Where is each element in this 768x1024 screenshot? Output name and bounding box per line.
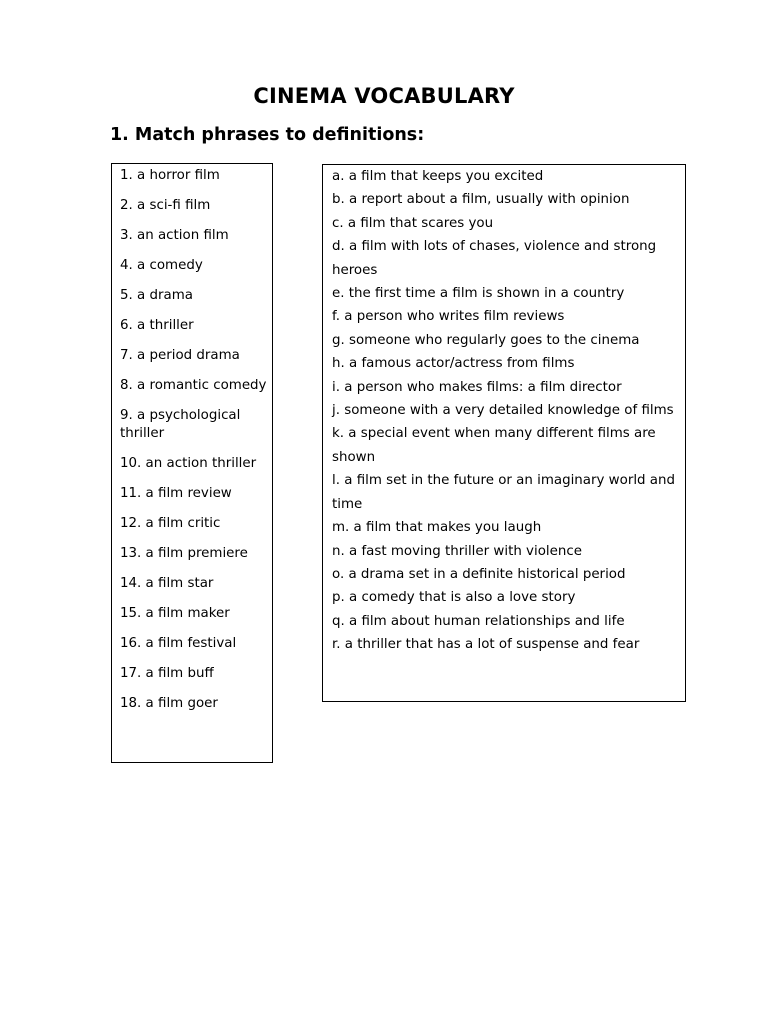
phrases-list <box>120 167 268 713</box>
phrase-item: 12. a film critic <box>120 516 221 531</box>
phrase-item: 3. an action film <box>120 228 229 243</box>
phrase-item: 5. a drama <box>120 288 193 303</box>
phrase-item: 2. a sci-fi film <box>120 198 211 213</box>
phrase-item: 9. a psychological thriller <box>120 408 241 441</box>
phrase-item: 13. a film premiere <box>120 546 248 561</box>
definition-item: p. a comedy that is also a love story <box>332 590 576 606</box>
phrase-item: 17. a film buff <box>120 666 214 681</box>
definition-item: d. a film with lots of chases, violence and strong heroes <box>332 239 657 278</box>
phrase-item: 6. a thriller <box>120 318 194 333</box>
exercise-heading: 1. Match phrases to definitions: <box>110 125 425 145</box>
definitions-list <box>332 165 679 657</box>
definition-item: o. a drama set in a definite historical period <box>332 566 626 582</box>
definition-item: q. a film about human relationships and life <box>332 613 625 629</box>
page-title: CINEMA VOCABULARY <box>253 84 515 108</box>
phrase-item: 11. a film review <box>120 486 232 501</box>
definition-item: i. a person who makes films: a film director <box>332 379 622 395</box>
phrase-item: 18. a film goer <box>120 696 218 711</box>
definition-item: l. a film set in the future or an imaginary world and time <box>332 473 676 512</box>
definition-item: c. a film that scares you <box>332 215 494 231</box>
phrase-item: 16. a film festival <box>120 636 237 651</box>
definition-item: m. a film that makes you laugh <box>332 520 542 536</box>
definition-item: a. a film that keeps you excited <box>332 169 544 184</box>
definition-item: h. a famous actor/actress from films <box>332 356 575 372</box>
phrase-item: 1. a horror film <box>120 168 220 183</box>
definition-item: r. a thriller that has a lot of suspense and fear <box>332 637 640 653</box>
phrases-box <box>111 163 273 763</box>
definition-item: n. a fast moving thriller with violence <box>332 543 582 559</box>
definition-item: e. the first time a film is shown in a country <box>332 286 625 302</box>
definitions-box <box>322 164 686 702</box>
phrase-item: 15. a film maker <box>120 606 230 621</box>
definition-item: g. someone who regularly goes to the cinema <box>332 332 640 348</box>
definition-item: k. a special event when many different films are shown <box>332 426 656 465</box>
phrase-item: 8. a romantic comedy <box>120 378 267 393</box>
definition-item: b. a report about a film, usually with opinion <box>332 192 630 208</box>
phrase-item: 7. a period drama <box>120 348 240 363</box>
phrase-item: 14. a film star <box>120 576 214 591</box>
definition-item: f. a person who writes film reviews <box>332 309 565 325</box>
phrase-item: 4. a comedy <box>120 258 203 273</box>
definition-item: j. someone with a very detailed knowledge of films <box>332 403 674 419</box>
phrase-item: 10. an action thriller <box>120 456 257 471</box>
